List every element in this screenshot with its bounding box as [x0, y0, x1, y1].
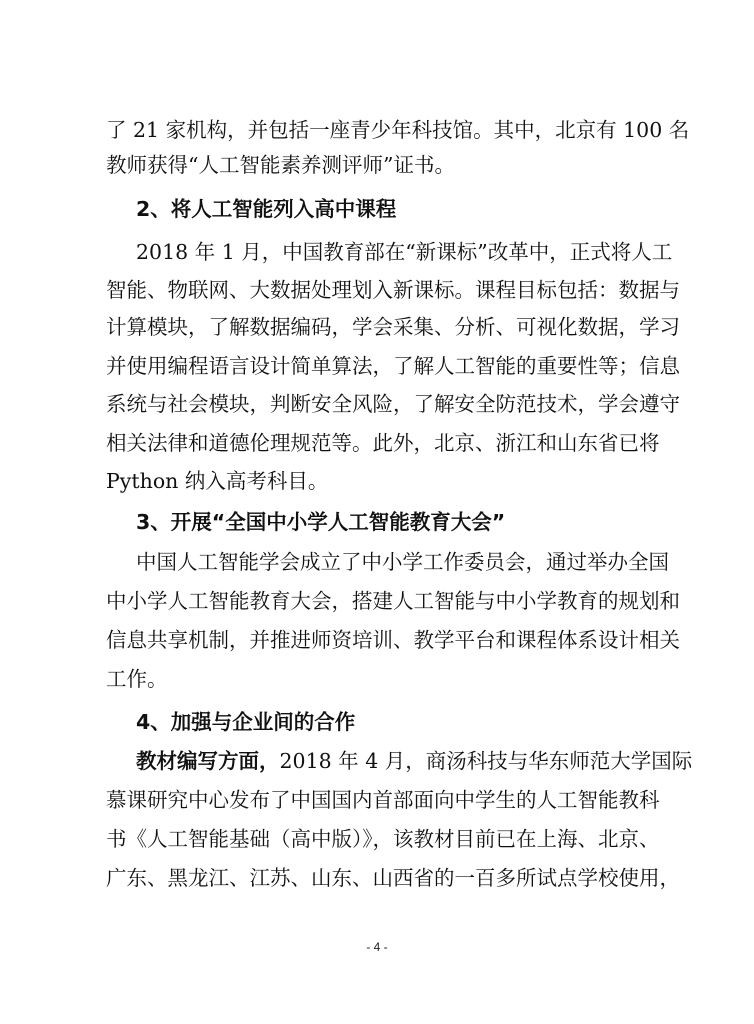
paragraph-line: 慕课研究中心发布了中国国内首部面向中学生的人工智能教科 — [106, 788, 660, 812]
page-number: - 4 - — [366, 940, 388, 954]
section-heading-2: 2、将人工智能列入高中课程 — [136, 197, 397, 221]
paragraph-line: 了 21 家机构，并包括一座青少年科技馆。其中，北京有 100 名 — [106, 118, 690, 142]
paragraph-line: 计算模块，了解数据编码，学会采集、分析、可视化数据，学习 — [106, 315, 680, 339]
paragraph-line: 并使用编程语言设计简单算法，了解人工智能的重要性等；信息 — [106, 354, 680, 378]
paragraph-line: 中小学人工智能教育大会，搭建人工智能与中小学教育的规划和 — [106, 589, 680, 613]
paragraph-line: 系统与社会模块，判断安全风险，了解安全防范技术，学会遵守 — [106, 392, 680, 416]
section-heading-3: 3、开展“全国中小学人工智能教育大会” — [136, 510, 506, 534]
paragraph-line: 教师获得“人工智能素养测评师”证书。 — [106, 153, 455, 177]
paragraph-line: Python 纳入高考科目。 — [106, 469, 329, 493]
paragraph-line: 工作。 — [106, 667, 168, 691]
paragraph-line: 相关法律和道德伦理规范等。此外，北京、浙江和山东省已将 — [106, 431, 660, 455]
paragraph-line: 书《人工智能基础（高中版）》，该教材目前已在上海、北京、 — [106, 827, 660, 851]
paragraph-line: 2018 年 1 月，中国教育部在“新课标”改革中，正式将人工 — [136, 240, 673, 264]
paragraph-line: 智能、物联网、大数据处理划入新课标。课程目标包括：数据与 — [106, 278, 680, 302]
paragraph-line: 中国人工智能学会成立了中小学工作委员会，通过举办全国 — [136, 550, 669, 574]
bold-lead-phrase: 教材编写方面， — [136, 749, 280, 773]
paragraph-line: 信息共享机制，并推进师资培训、教学平台和课程体系设计相关 — [106, 628, 680, 652]
paragraph-line: 广东、黑龙江、江苏、山东、山西省的一百多所试点学校使用， — [106, 866, 680, 890]
paragraph-line — [136, 747, 693, 775]
section-heading-4: 4、加强与企业间的合作 — [136, 710, 356, 734]
paragraph-line-rest: 2018 年 4 月，商汤科技与华东师范大学国际 — [279, 749, 693, 773]
